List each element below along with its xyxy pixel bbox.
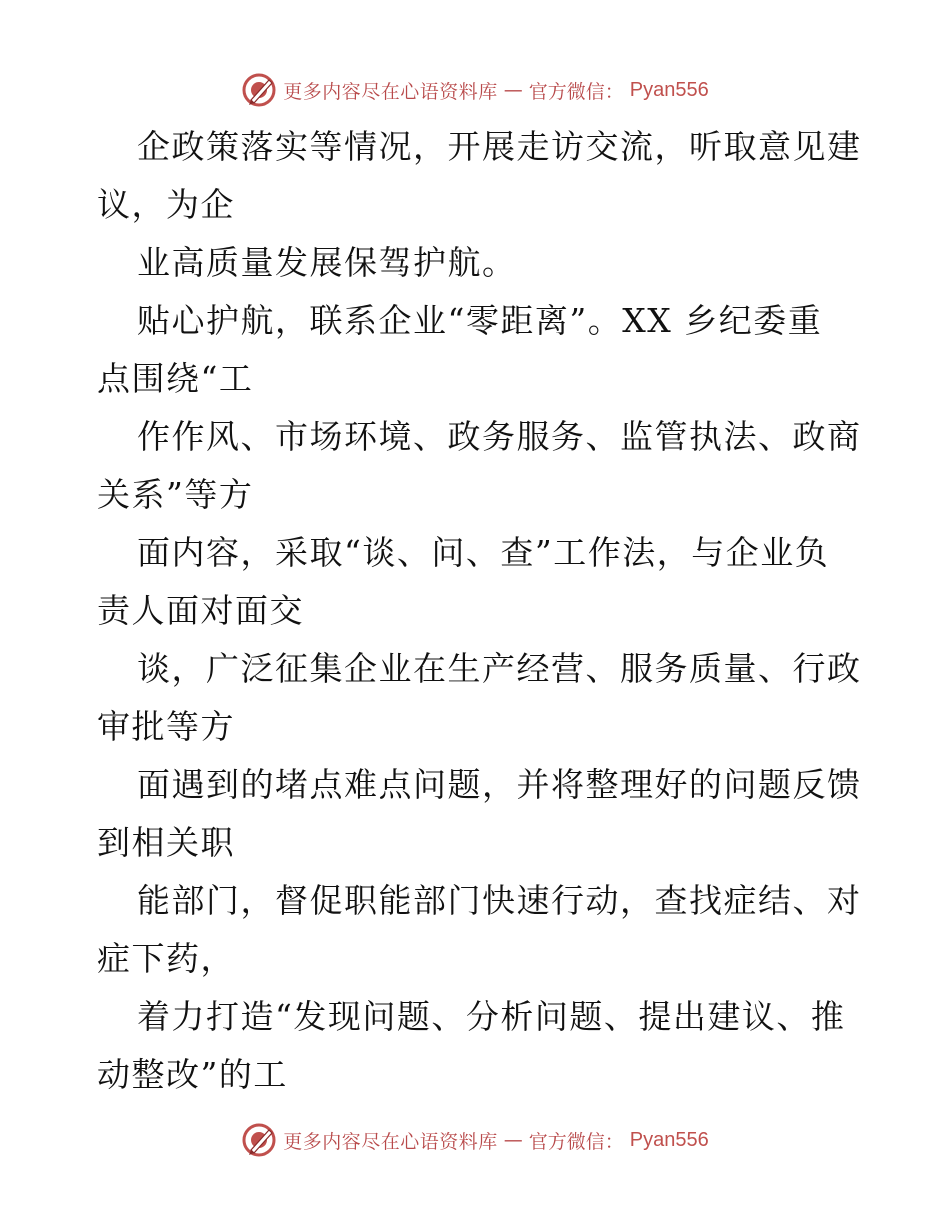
- watermark-wechat-label: 官方微信：: [528, 1130, 624, 1153]
- text-line: 症下药，: [97, 939, 235, 978]
- text-line: 动整改”的工: [97, 1055, 288, 1094]
- watermark-dash: —: [503, 1129, 523, 1151]
- text-line: 议，为企: [97, 185, 235, 224]
- header-watermark: [0, 70, 950, 110]
- watermark-main-text: 更多内容尽在心语资料库: [283, 80, 498, 103]
- text-line: 着力打造“发现问题、分析问题、提出建议、推: [137, 997, 846, 1036]
- text-line: 到相关职: [97, 823, 235, 862]
- text-line: 谈，广泛征集企业在生产经营、服务质量、行政: [137, 649, 862, 688]
- text-line: 贴心护航，联系企业“零距离”。XX 乡纪委重: [137, 301, 823, 340]
- watermark-wechat-label: 官方微信：: [528, 80, 624, 103]
- text-line: 面内容，采取“谈、问、查”工作法，与企业负: [137, 533, 830, 572]
- document-body: [97, 118, 862, 1104]
- text-line: 责人面对面交: [97, 591, 304, 630]
- text-line: 点围绕“工: [97, 359, 254, 398]
- watermark-dash: —: [503, 79, 523, 101]
- text-line: 能部门，督促职能部门快速行动，查找症结、对: [137, 881, 862, 920]
- pen-seal-logo-icon: [241, 1122, 277, 1158]
- text-line: 审批等方: [97, 707, 235, 746]
- text-line: 关系”等方: [97, 475, 254, 514]
- text-line: 作作风、市场环境、政务服务、监管执法、政商: [137, 417, 862, 456]
- text-line: 企政策落实等情况，开展走访交流，听取意见建: [137, 127, 862, 166]
- pen-seal-logo-icon: [241, 72, 277, 108]
- footer-watermark: [0, 1120, 950, 1160]
- text-line: 面遇到的堵点难点问题，并将整理好的问题反馈: [137, 765, 862, 804]
- watermark-main-text: 更多内容尽在心语资料库: [283, 1130, 498, 1153]
- watermark-wechat-id: Pyan556: [629, 78, 709, 101]
- watermark-wechat-id: Pyan556: [629, 1128, 709, 1151]
- text-line: 业高质量发展保驾护航。: [137, 243, 517, 282]
